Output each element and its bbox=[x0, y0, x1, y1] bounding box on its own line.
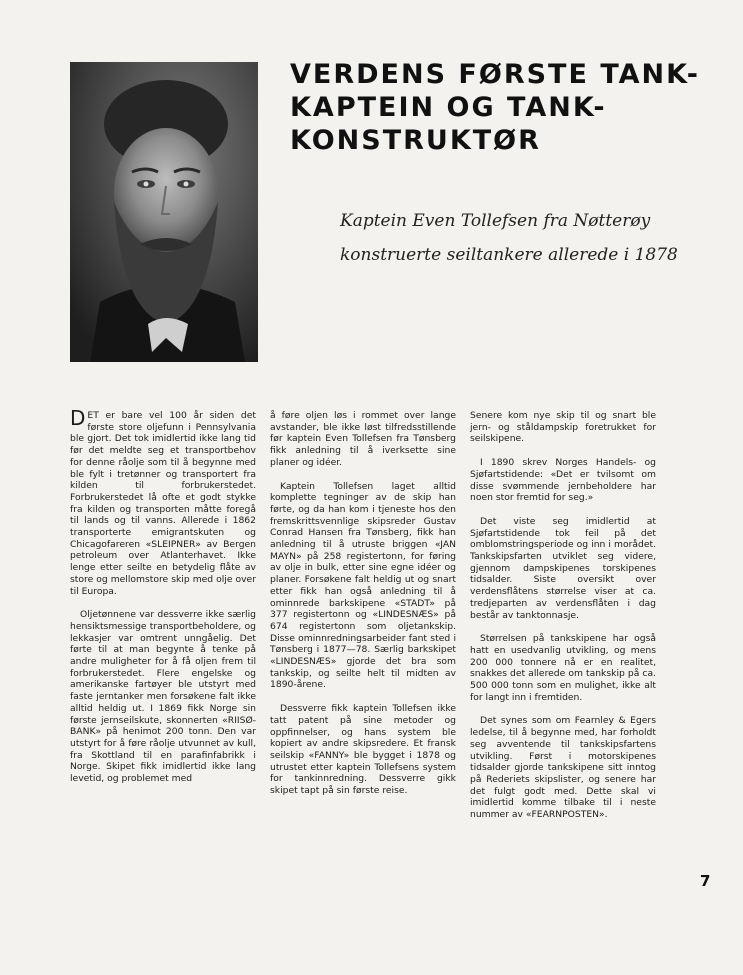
paragraph: å føre oljen løs i rommet over lange avstander, ble ikke løst tilfredsstillende før kaptein Even Tollefsen fra Tønsberg fikk anledning til å iverksette sine planer og idéer. bbox=[270, 410, 456, 468]
article-subtitle bbox=[340, 204, 730, 272]
subtitle-line-1: Kaptein Even Tollefsen fra Nøtterøy bbox=[340, 211, 651, 231]
paragraph: Størrelsen på tankskipene har også hatt en usedvanlig utvikling, og mens 200 000 tonnere nå er en realitet, snakkes det allerede om tankskip på ca. 500 000 tonn som en mulighet, ikke alt for langt inn i fremtiden. bbox=[470, 633, 656, 703]
page-number: 7 bbox=[700, 872, 711, 890]
portrait-photo bbox=[70, 62, 258, 362]
paragraph-text: ET er bare vel 100 år siden det første store oljefunn i Pennsylvania ble gjort. Det tok imidlertid ikke lang tid før det meldte seg et transportbehov for denne råolje som til å begynne med ble fylt i tretønner og transportert fra kilden til forbrukerstedet. Forbrukerstedet lå ofte et godt stykke fra kilden og transporten måtte foregå til lands og til vanns. Allerede i 1862 transporterte emigrantskuten og Chicagofareren «SLEIPNER» av Bergen petroleum over Atlanterhavet. Ikke lenge etter seilte en betydelig flåte av store og mellomstore skip med olje over til Europa. bbox=[70, 410, 256, 597]
text-column-1 bbox=[70, 406, 256, 797]
drop-cap: D bbox=[70, 406, 86, 430]
text-column-3 bbox=[470, 410, 656, 833]
article-headline bbox=[290, 58, 730, 157]
headline-line-2: KAPTEIN OG TANK- bbox=[290, 92, 607, 123]
subtitle-line-2: konstruerte seiltankere allerede i 1878 bbox=[340, 245, 678, 265]
portrait-photo-icon bbox=[70, 62, 258, 362]
paragraph: Kaptein Tollefsen laget alltid komplette tegninger av de skip han førte, og da han kom i tjeneste hos den fremskrittsvennlige skipsreder Gustav Conrad Hansen fra Tønsberg, fikk han anledning til å utruste briggen «JAN MAYN» på 258 registertonn, for føring av olje in bulk, etter sine egne idéer og planer. Forsøkene falt heldig ut og snart etter fikk han også anledning til å ominnrede barkskipene «STADT» på 377 registertonn og «LINDESNÆS» på 674 registertonn som oljetankskip. Disse ominnredningsarbeider fant sted i Tønsberg i 1877—78. Særlig barkskipet «LINDESNÆS» gjorde det bra som tankskip, og seilte helt til midten av 1890-årene. bbox=[270, 480, 456, 691]
headline-line-3: KONSTRUKTØR bbox=[290, 125, 541, 156]
paragraph: Det synes som om Fearnley & Egers ledelse, til å begynne med, har forholdt seg avventende til tankskipsfartens utvikling. Først i motorskipenes tidsalder gjorde tankskipene sitt inntog på Rederiets skipslister, og senere har det fulgt godt med. Dette skal vi imidlertid komme tilbake til i neste nummer av «FEARNPOSTEN». bbox=[470, 715, 656, 821]
paragraph: Oljetønnene var dessverre ikke særlig hensiktsmessige transportbeholdere, og lekkasjer var omtrent unngåelig. Det førte til at man begynte å tenke på andre muligheter for å få oljen frem til forbrukerstedet. Flere engelske og amerikanske fartøyer ble utstyrt med faste jerntanker men forsøkene falt ikke alltid heldig ut. I 1869 fikk Norge sin første jernseilskute, skonnerten «RIISØ-BANK» på henimot 200 tonn. Den var utstyrt for å føre råolje utvunnet av kull, fra Skottland til en parafinfabrikk i Norge. Skipet fikk imidlertid ikke lang levetid, og problemet med bbox=[70, 609, 256, 785]
headline-line-1: VERDENS FØRSTE TANK- bbox=[290, 59, 700, 90]
paragraph: Senere kom nye skip til og snart ble jern- og ståldampskip foretrukket for seilskipene. bbox=[470, 410, 656, 445]
paragraph: Dessverre fikk kaptein Tollefsen ikke tatt patent på sine metoder og oppfinnelser, og hans system ble kopiert av andre skipsredere. Et fransk seilskip «FANNY» ble bygget i 1878 og utrustet etter kaptein Tollefsens system for tankinnredning. Dessverre gikk skipet tapt på sin første reise. bbox=[270, 703, 456, 797]
paragraph: Det viste seg imidlertid at Sjøfartstidende tok feil på det omblomstringsperiode og inn i morådet. Tankskipsfarten utviklet seg videre, gjennom dampskipenes torskipenes tidsalder. Siste oversikt over verdensflåtens størrelse viser at ca. tredjeparten av verdensflåten i dag består av tanktonnasje. bbox=[470, 515, 656, 621]
text-column-2 bbox=[270, 410, 456, 809]
paragraph: I 1890 skrev Norges Handels- og Sjøfartstidende: «Det er tvilsomt om disse svømmende jernbeholdere har noen stor fremtid for seg.» bbox=[470, 457, 656, 504]
paragraph bbox=[70, 406, 256, 597]
